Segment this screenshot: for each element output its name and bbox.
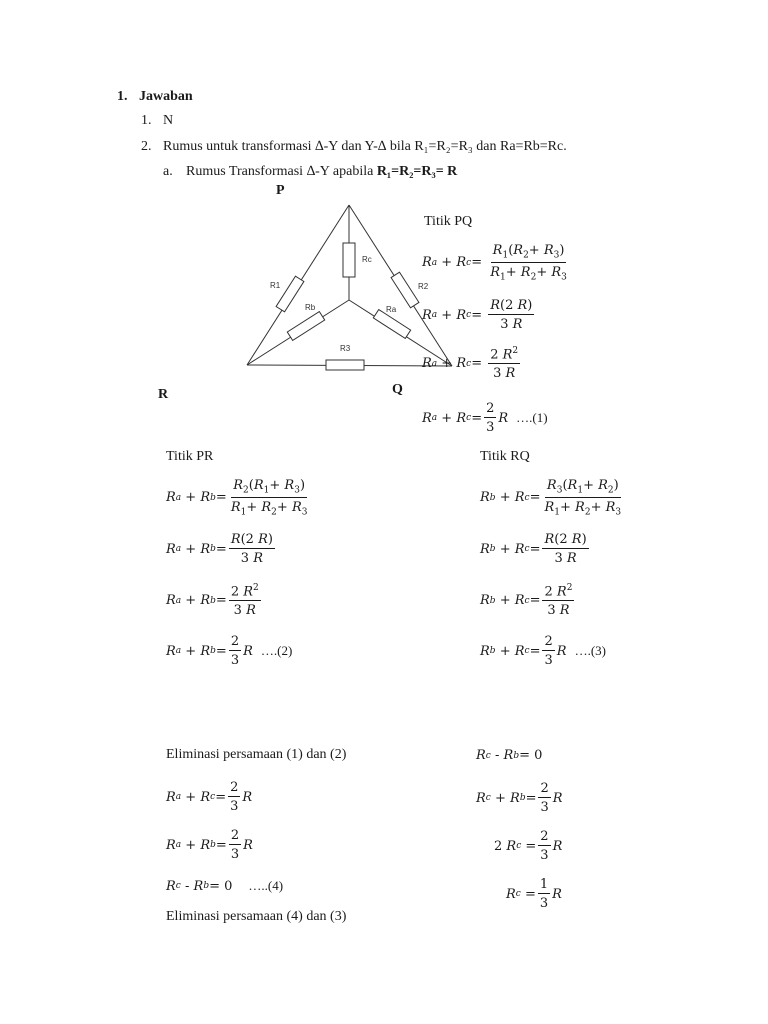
eq-pq-4: R a + R c = $\frac{2}{3}$ R ….(1) [422, 401, 548, 435]
subitem-a-bold: R₁=R₂=R₃= R [376, 164, 458, 179]
eq-right-2: R c + R b = $\frac{2}{3}$ R [476, 781, 563, 815]
item-1-text: N [163, 113, 174, 128]
titik-rq-label: Titik RQ [480, 449, 530, 464]
eq-rq-3: R b + R c = $\frac{2 R^2}{3 R}$ [480, 583, 573, 619]
tag-4: …..(4) [248, 878, 284, 893]
eq-pr-3: R a + R b = $\frac{2 R^2}{3 R}$ [166, 583, 259, 619]
tag-1: ….(1) [516, 410, 548, 425]
eq-pr-4: R a + R b = $\frac{2}{3}$ R ….(2) [166, 634, 293, 668]
item-2-text: Rumus untuk transformasi ∆-Y dan Y-∆ bila R₁=R₂=R₃ dan Ra=Rb=Rc. [163, 139, 567, 154]
elim-1-label: Eliminasi persamaan (1) dan (2) [166, 747, 347, 762]
eq-pq-2: R a + R c = $\frac{R(2 R)}{3 R}$ [422, 298, 533, 332]
tag-2: ….(2) [260, 643, 293, 658]
item-1-number: 1. [141, 113, 152, 128]
label-rb: Rb [305, 303, 316, 312]
node-label-q: Q [392, 382, 403, 397]
eq-right-1: R c - R b = 0 [476, 748, 543, 763]
eq-rq-4: R b + R c = $\frac{2}{3}$ R ….(3) [480, 634, 606, 668]
section-title: Jawaban [139, 89, 193, 104]
eq-elim-1: R a + R c = $\frac{2}{3}$ R [166, 780, 253, 814]
subitem-a-letter: a. [163, 164, 173, 179]
eq-right-3: 2 R c = $\frac{2}{3}$ R [494, 829, 563, 863]
label-ra: Ra [386, 305, 397, 314]
elim-2-label: Eliminasi persamaan (4) dan (3) [166, 909, 347, 924]
eq-pq-3: R a + R c = $\frac{2 R^2}{3 R}$ [422, 346, 519, 382]
eq-pr-1: R a + R b = $\frac{R_2(R_1+ R_3)}{R_1+ R_2+ R_3}$ [166, 478, 308, 518]
node-label-r: R [158, 387, 169, 402]
eq-pq-1: R a + R c = $\frac{R_1(R_2+ R_3)}{R_1+ R_2+ R_3}$ [422, 243, 567, 283]
label-r1: R1 [270, 281, 281, 290]
eq-elim-2: R a + R b = $\frac{2}{3}$ R [166, 828, 253, 862]
resistor-r1 [276, 276, 304, 312]
resistor-r2 [391, 272, 419, 308]
eq-pr-2: R a + R b = $\frac{R(2 R)}{3 R}$ [166, 532, 273, 566]
subitem-a-prefix: Rumus Transformasi ∆-Y apabila [186, 164, 377, 179]
eq-rq-2: R b + R c = $\frac{R(2 R)}{3 R}$ [480, 532, 587, 566]
eq-elim-3: R c - R b = 0 …..(4) [166, 878, 284, 894]
label-rc: Rc [362, 255, 372, 264]
section-number: 1. [117, 89, 128, 104]
label-r2: R2 [418, 282, 429, 291]
eq-rq-1: R b + R c = $\frac{R_3(R_1+ R_2)}{R_1+ R_2+ R_3}$ [480, 478, 622, 518]
resistor-rb [287, 312, 324, 341]
label-r3: R3 [340, 344, 351, 353]
resistor-r3 [326, 360, 364, 370]
resistor-rc [343, 243, 355, 277]
titik-pr-label: Titik PR [166, 449, 214, 464]
eq-right-4: R c = $\frac{1}{3}$ R [506, 877, 562, 911]
node-label-p: P [276, 183, 285, 198]
item-2-number: 2. [141, 139, 152, 154]
titik-pq-label: Titik PQ [424, 214, 473, 229]
tag-3: ….(3) [574, 643, 606, 658]
